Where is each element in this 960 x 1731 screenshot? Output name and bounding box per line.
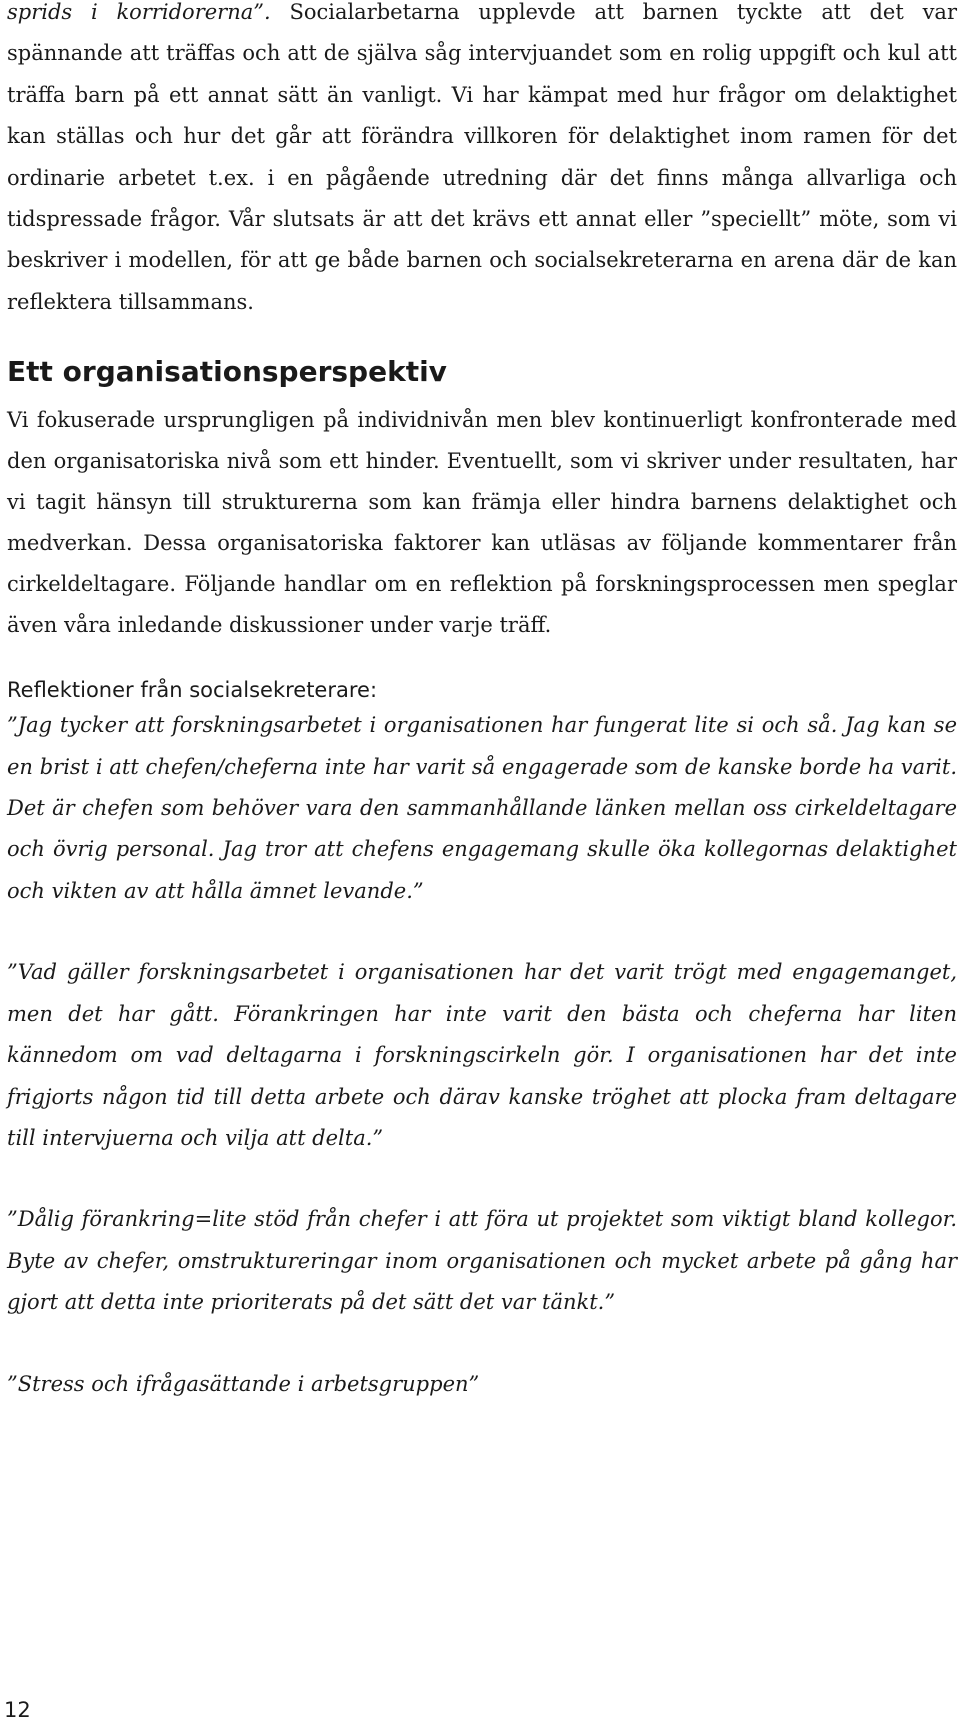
quote-1: ”Jag tycker att forskningsarbetet i organisationen har fungerat lite si och så. Jag kan se en brist i att chefen/cheferna inte har varit så engagerade som de kanske borde ha varit. Det är chefen som behöver vara den sammanhållande länken mellan oss cirkeldeltagare och övrig personal. Jag tror att chefens engagemang skulle öka kollegornas delaktighet och vikten av att hålla ämnet levande.”	[7, 713, 957, 903]
reflections-heading: Reflektioner från socialsekreterare:	[7, 678, 378, 703]
intro-paragraph	[7, 0, 957, 323]
section-paragraph: Vi fokuserade ursprungligen på individnivån men blev kontinuerligt konfronterade med den organisatoriska nivå som ett hinder. Eventuellt, som vi skriver under resultaten, har vi tagit hänsyn till strukturerna som kan främja eller hindra barnens delaktighet och medverkan. Dessa organisatoriska faktorer kan utläsas av följande kommentarer från cirkeldeltagare. Följande handlar om en reflektion på forskningsprocessen men speglar även våra inledande diskussioner under varje träff.	[7, 408, 957, 638]
section-heading: Ett organisationsperspektiv	[7, 355, 447, 389]
document-page	[7, 0, 957, 1405]
quote-2: ”Vad gäller forskningsarbetet i organisationen har det varit trögt med engagemanget, men det har gått. Förankringen har inte varit den bästa och cheferna har liten kännedom om vad deltagarna i forskningscirkeln gör. I organisationen har det inte frigjorts någon tid till detta arbete och därav kanske tröghet att plocka fram deltagare till intervjuerna och vilja att delta.”	[7, 960, 957, 1150]
quote-4: ”Stress och ifrågasättande i arbetsgruppen”	[7, 1371, 480, 1396]
intro-body-text: Socialarbetarna upplevde att barnen tyckte att det var spännande att träffas och att de själva såg intervjuandet som en rolig uppgift och kul att träffa barn på ett annat sätt än vanligt. Vi har kämpat med hur frågor om delaktighet kan ställas och hur det går att förändra villkoren för delaktighet inom ramen för det ordinarie arbetet t.ex. i en pågående utredning där det finns många allvarliga och tidspressade frågor. Vår slutsats är att det krävs ett annat eller ”speciellt” möte, som vi beskriver i modellen, för att ge både barnen och socialsekreterarna en arena där de kan reflektera tillsammans.	[7, 0, 957, 314]
page-number: 12	[4, 1698, 31, 1722]
intro-lead-text: sprids i korridorerna”.	[7, 0, 271, 24]
quote-3: ”Dålig förankring=lite stöd från chefer i att föra ut projektet som viktigt bland kollegor. Byte av chefer, omstruktureringar inom organisationen och mycket arbete på gång har gjort att detta inte prioriterats på det sätt det var tänkt.”	[7, 1207, 957, 1315]
